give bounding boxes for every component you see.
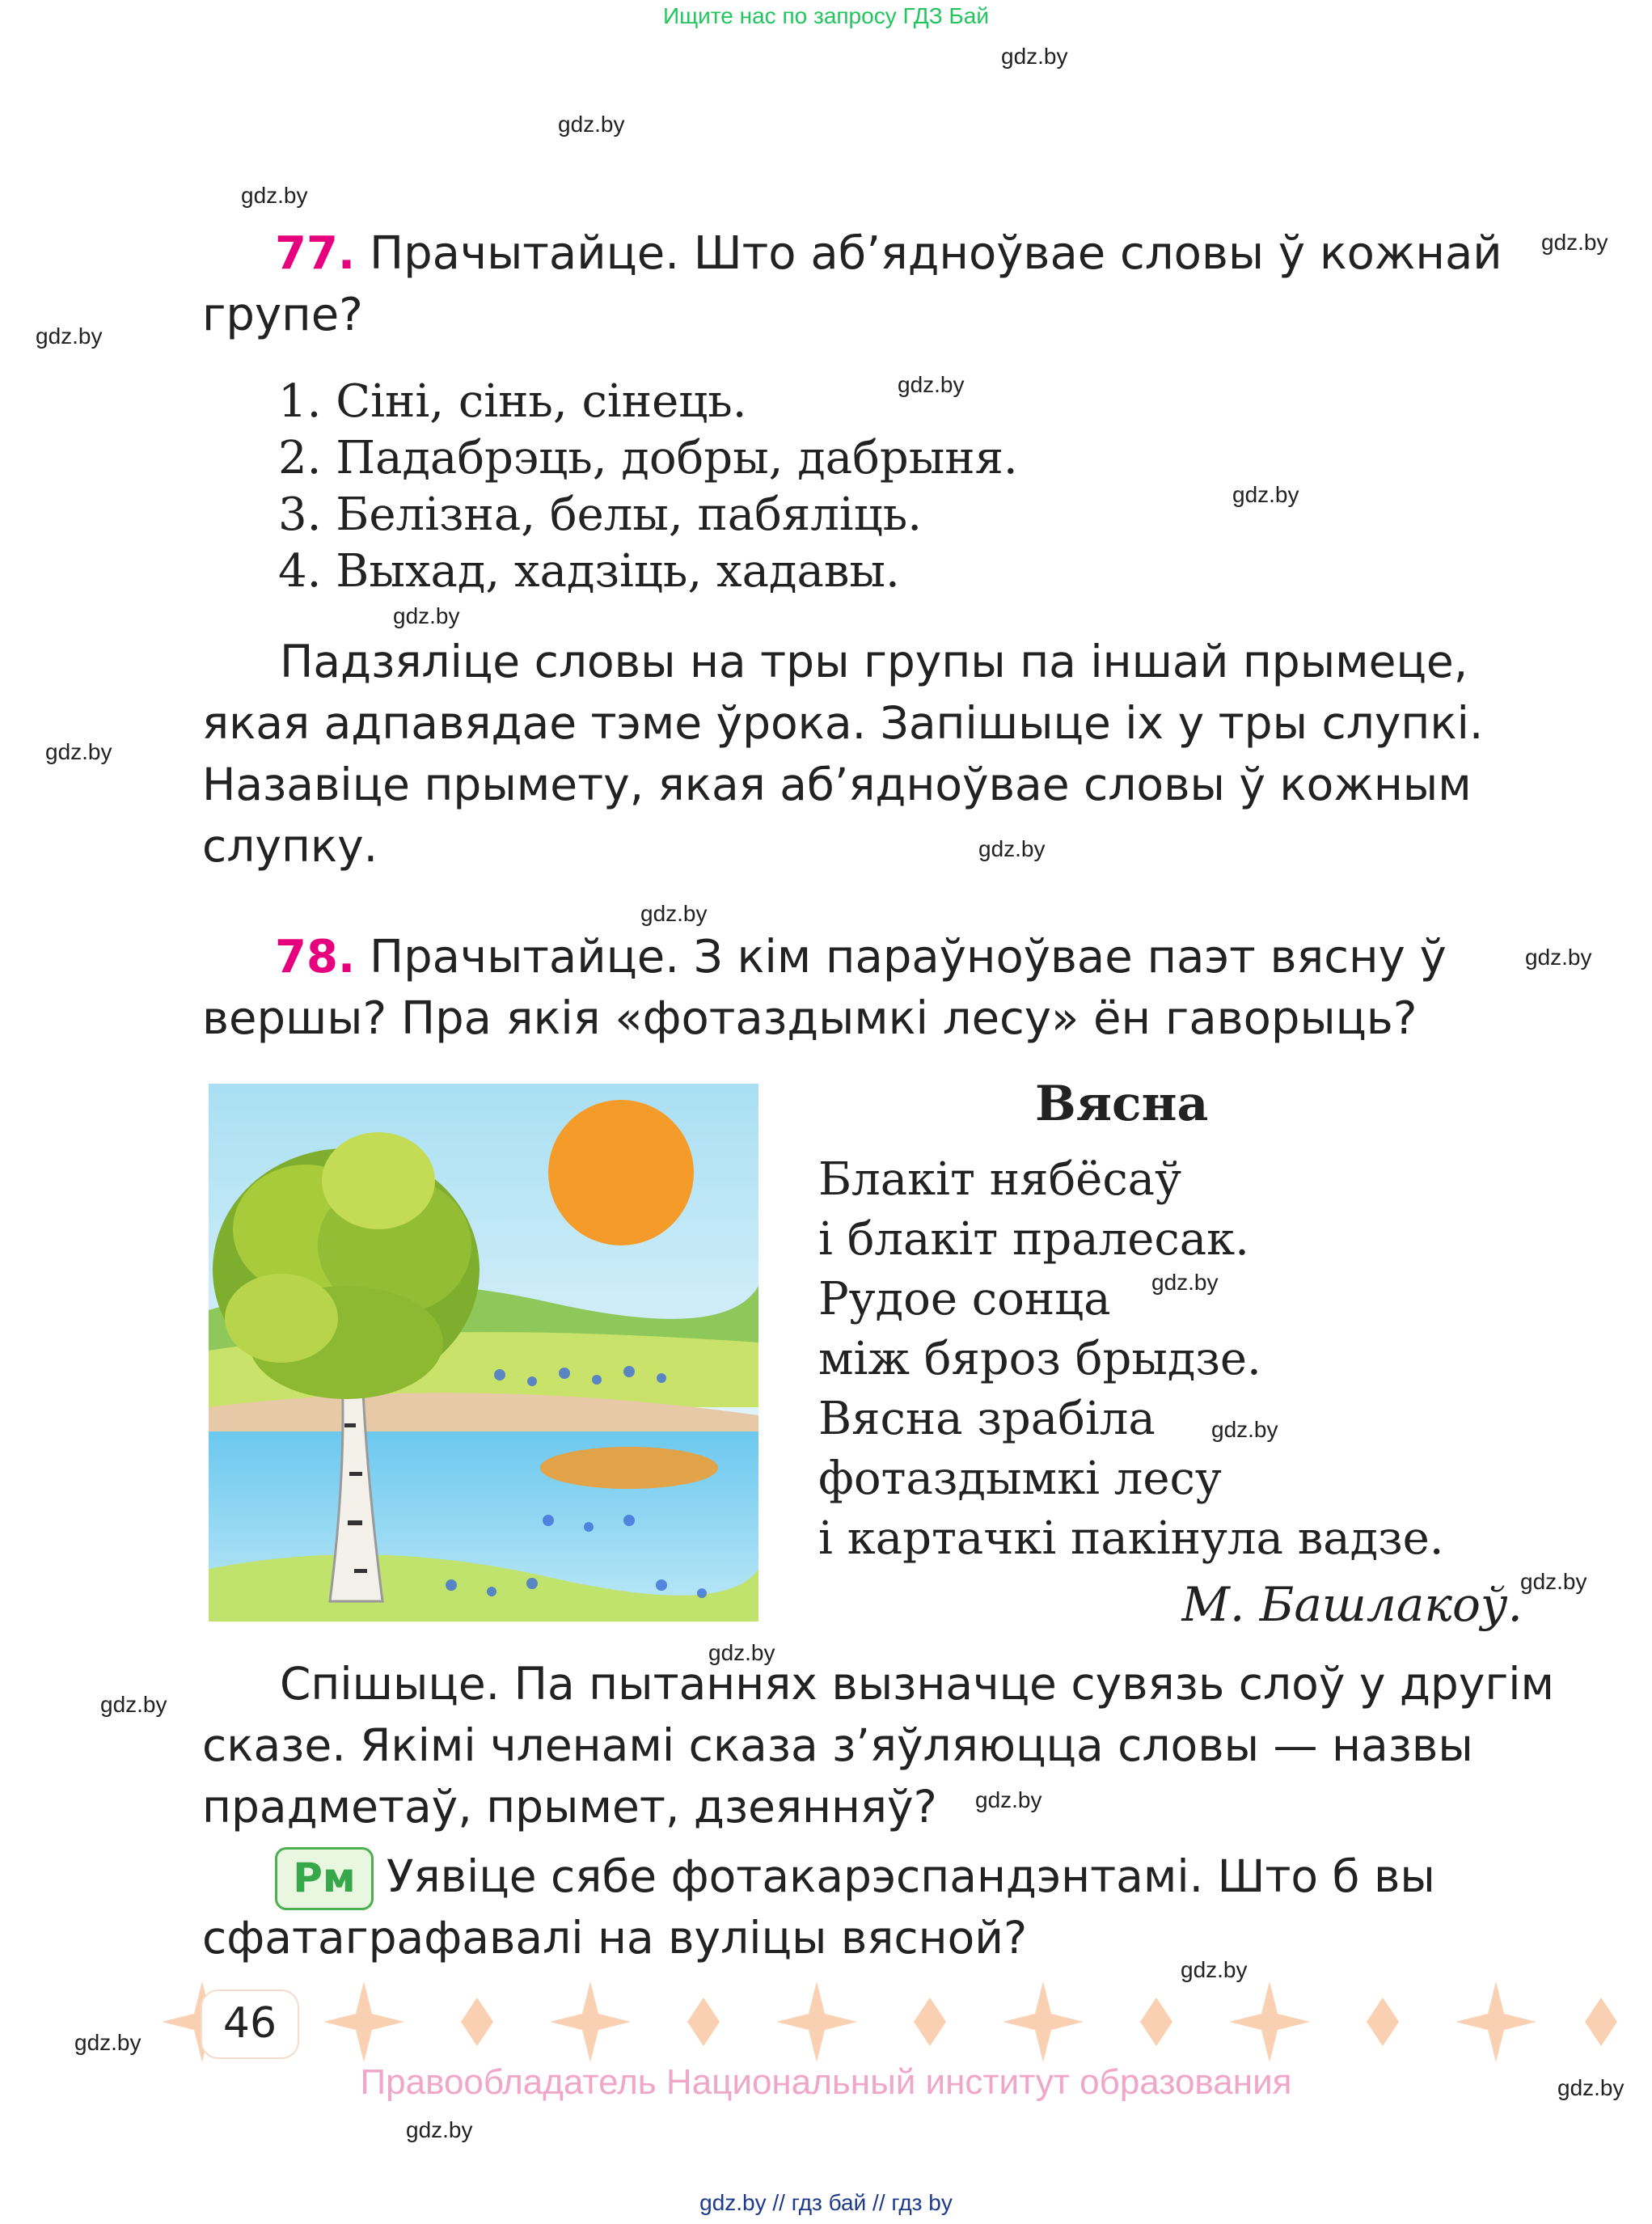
task-number: 78. (275, 931, 356, 983)
task-question-text: Прачытайце. З кім параўноўвае паэт вясну ў (370, 931, 1447, 983)
poem-line: Вясна зрабіла (818, 1393, 1156, 1445)
instruction-line: Падзяліце словы на тры групы па іншай прымеце, (280, 636, 1468, 687)
instruction-line: слупку. (202, 820, 378, 872)
watermark: gdz.by (1001, 44, 1068, 69)
instruction-line: якая адпавядае тэме ўрока. Запішыце іх у тры слупкі. (202, 697, 1484, 749)
task-78-question (275, 927, 1593, 988)
watermark: gdz.by (1525, 945, 1592, 970)
watermark: gdz.by (708, 1640, 775, 1665)
speech-development-badge: Рм (275, 1847, 374, 1910)
watermark: gdz.by (1541, 230, 1608, 255)
word-group: 4. Выхад, хадзіць, хадавы. (278, 545, 900, 598)
footer-links[interactable]: gdz.by // гдз бай // гдз by (699, 2190, 953, 2215)
watermark: gdz.by (558, 112, 625, 137)
watermark: gdz.by (45, 739, 112, 764)
ornament-band (154, 1973, 1650, 2070)
spring-landscape-illustration (209, 1084, 758, 1621)
top-banner[interactable]: Ищите нас по запросу ГДЗ Бай (662, 3, 990, 28)
poem-author: М. Башлакоў. (1181, 1577, 1523, 1632)
watermark: gdz.by (100, 1692, 167, 1717)
poem-line: фотаздымкі лесу (818, 1452, 1222, 1505)
page-number: 46 (201, 1989, 299, 2059)
sun (548, 1100, 694, 1245)
followup-line: Спішыце. Па пытаннях вызначце сувязь слоў у другім (280, 1658, 1555, 1710)
watermark: gdz.by (1181, 1957, 1248, 1982)
poem-line: Блакіт нябёсаў (818, 1153, 1182, 1206)
rm-task-line: Уявіце сябе фотакарэспандэнтамі. Што б вы (387, 1850, 1435, 1902)
task-78-question-cont: вершы? Пра якія «фотаздымкі лесу» ён гаворыць? (202, 992, 1418, 1045)
watermark: gdz.by (640, 901, 708, 926)
poem-title: Вясна (1035, 1076, 1209, 1132)
instruction-line: Назавіце прымету, якая аб’ядноўвае словы ў кожным (202, 759, 1472, 810)
watermark: gdz.by (393, 603, 460, 628)
word-group: 3. Белізна, белы, пабяліць. (278, 488, 923, 541)
followup-line: сказе. Якімі членамі сказа з’яўляюцца словы — назвы (202, 1719, 1473, 1771)
poem-line: Рудое сонца (818, 1273, 1111, 1326)
watermark: gdz.by (1557, 2075, 1625, 2100)
watermark: gdz.by (1211, 1417, 1278, 1442)
watermark: gdz.by (406, 2117, 473, 2142)
watermark: gdz.by (1151, 1270, 1219, 1295)
sun-reflection (540, 1447, 718, 1489)
poem-line: між бяроз брыдзе. (818, 1333, 1261, 1385)
task-question-text: Прачытайце. Што аб’ядноўвае словы ў кожнай (370, 227, 1502, 280)
watermark: gdz.by (241, 183, 308, 208)
watermark: gdz.by (36, 323, 103, 349)
poem-line: і картачкі пакінула вадзе. (818, 1512, 1444, 1565)
task-77-question-cont: групе? (202, 289, 363, 341)
copyright-notice: Правообладатель Национальный институт образования (360, 2062, 1292, 2102)
task-77-question (275, 223, 1593, 285)
watermark: gdz.by (74, 2030, 142, 2055)
followup-line: прадметаў, прымет, дзеянняў? (202, 1781, 937, 1833)
rm-task-line: сфатаграфавалі на вуліцы вясной? (202, 1912, 1028, 1964)
poem-line: і блакіт пралесак. (818, 1213, 1249, 1266)
task-number: 77. (275, 227, 356, 280)
word-group: 1. Сіні, сінь, сінець. (278, 375, 747, 428)
watermark: gdz.by (978, 836, 1046, 861)
word-group: 2. Падабрэць, добры, дабрыня. (278, 432, 1018, 484)
watermark: gdz.by (898, 372, 965, 397)
watermark: gdz.by (975, 1787, 1042, 1812)
watermark: gdz.by (1520, 1569, 1587, 1594)
watermark: gdz.by (1232, 482, 1299, 507)
